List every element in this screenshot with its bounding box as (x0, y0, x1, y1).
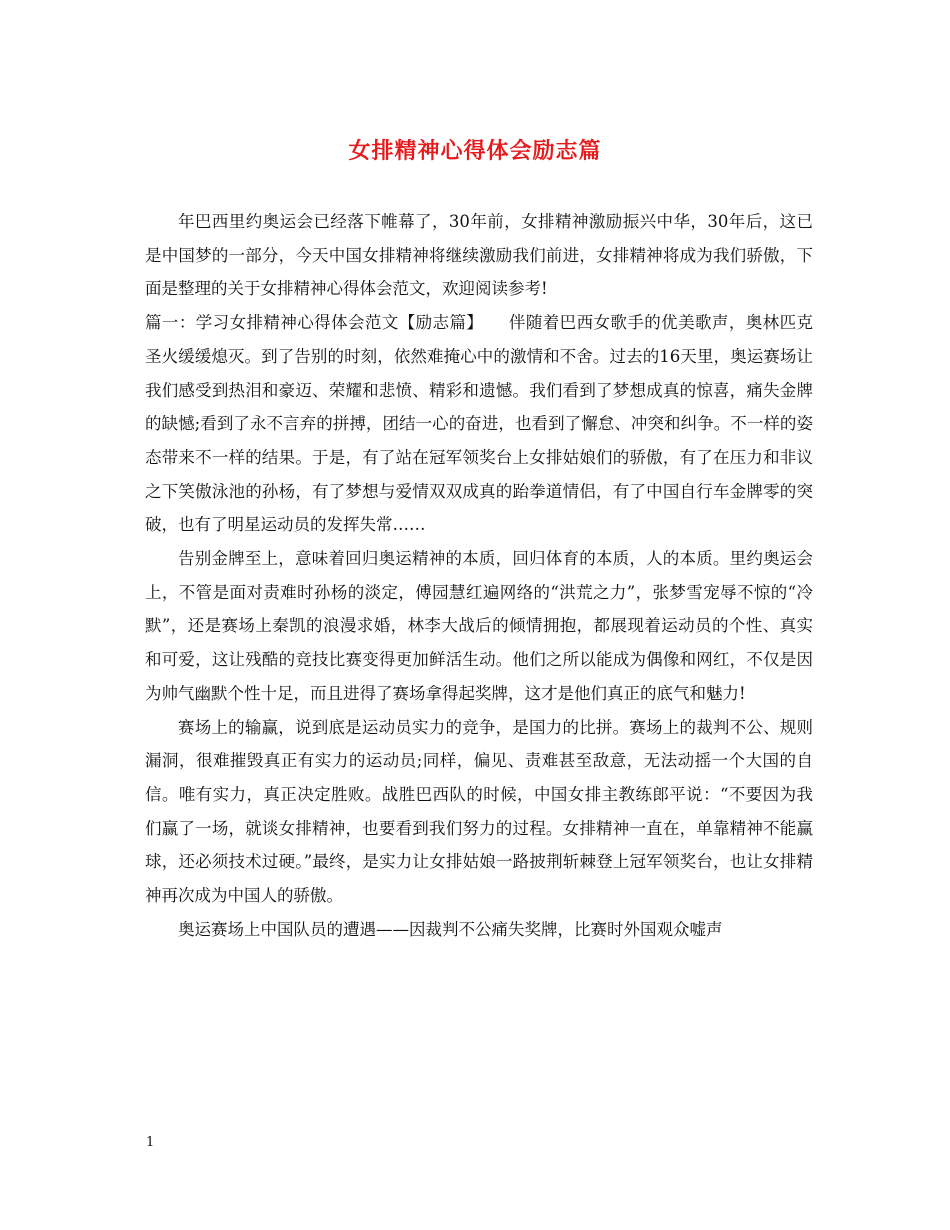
paragraph-part-one: 篇一：学习女排精神心得体会范文【励志篇】 伴随着巴西女歌手的优美歌声，奥林匹克圣火缓缓熄灭。到了告别的时刻，依然难掩心中的激情和不舍。过去的16天里，奥运赛场让我们感受到热泪和豪迈、荣耀和悲愤、精彩和遗憾。我们看到了梦想成真的惊喜，痛失金牌的缺憾;看到了永不言弃的拼搏，团结一心的奋进，也看到了懈怠、冲突和纠争。不一样的姿态带来不一样的结果。于是，有了站在冠军领奖台上女排姑娘们的骄傲，有了在压力和非议之下笑傲泳池的孙杨，有了梦想与爱情双双成真的跆拳道情侣，有了中国自行车金牌零的突破，也有了明星运动员的发挥失常…… (145, 313, 813, 535)
document-title: 女排精神心得体会励志篇 (348, 139, 602, 164)
paragraph-farewell-gold: 告别金牌至上，意味着回归奥运精神的本质，回归体育的本质，人的本质。里约奥运会上，不管是面对责难时孙杨的淡定，傅园慧红遍网络的“洪荒之力”，张梦雪宠辱不惊的“冷默”，还是赛场上秦凯的浪漫求婚，林李大战后的倾情拥抱，都展现着运动员的个性、真实和可爱，这让残酷的竞技比赛变得更加鲜活生动。他们之所以能成为偶像和网红，不仅是因为帅气幽默个性十足，而且进得了赛场拿得起奖牌，这才是他们真正的底气和魅力! (145, 549, 813, 703)
document-body (145, 205, 813, 946)
paragraph-treatment: 奥运赛场上中国队员的遭遇——因裁判不公痛失奖牌，比赛时外国观众嘘声 (178, 919, 723, 939)
paragraph-intro: 年巴西里约奥运会已经落下帷幕了，30年前，女排精神激励振兴中华，30年后，这已是中国梦的一部分，今天中国女排精神将继续激励我们前进，女排精神将成为我们骄傲，下面是整理的关于女排精神心得体会范文，欢迎阅读参考! (145, 212, 813, 299)
paragraph-strength: 赛场上的输赢，说到底是运动员实力的竞争，是国力的比拼。赛场上的裁判不公、规则漏洞，很难摧毁真正有实力的运动员;同样，偏见、责难甚至敌意，无法动摇一个大国的自信。唯有实力，真正决定胜败。战胜巴西队的时候，中国女排主教练郎平说：“不要因为我们赢了一场，就谈女排精神，也要看到我们努力的过程。女排精神一直在，单靠精神不能赢球，还必须技术过硬。”最终，是实力让女排姑娘一路披荆斩棘登上冠军领奖台，也让女排精神再次成为中国人的骄傲。 (145, 717, 813, 906)
page-number: 1 (146, 1135, 155, 1150)
